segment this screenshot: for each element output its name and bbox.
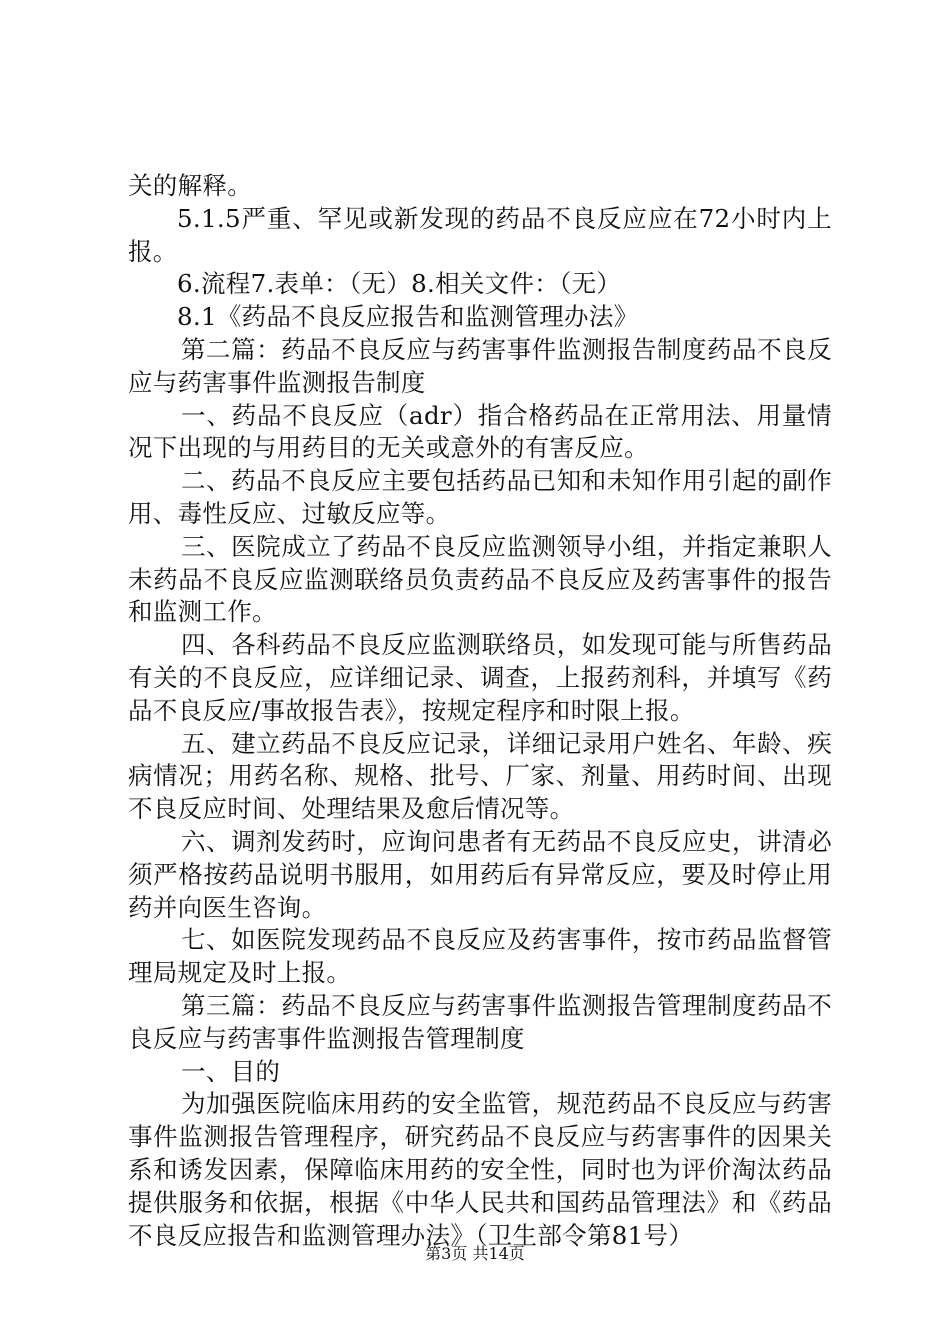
paragraph-clause-5-1-5: 5.1.5严重、罕见或新发现的药品不良反应应在72小时内上报。 — [128, 203, 832, 266]
paragraph-item-1: 一、药品不良反应（adr）指合格药品在正常用法、用量情况下出现的与用药目的无关或意外的有害反应。 — [128, 400, 832, 463]
paragraph-sections-6-8: 6.流程7.表单：（无）8.相关文件：（无） — [177, 269, 622, 299]
heading-part-three: 第三篇：药品不良反应与药害事件监测报告管理制度药品不良反应与药害事件监测报告管理制度 — [128, 990, 832, 1053]
paragraph-item-3: 三、医院成立了药品不良反应监测领导小组，并指定兼职人未药品不良反应监测联络员负责药品不良反应及药害事件的报告和监测工作。 — [128, 531, 832, 627]
paragraph-clause-8-1: 8.1《药品不良反应报告和监测管理办法》 — [177, 302, 639, 332]
paragraph-item-2: 二、药品不良反应主要包括药品已知和未知作用引起的副作用、毒性反应、过敏反应等。 — [128, 466, 832, 528]
document-body — [128, 170, 832, 1252]
page-number-footer: 第3页 共14页 — [425, 1244, 525, 1263]
paragraph-item-6: 六、调剂发药时，应询问患者有无药品不良反应史，讲清必须严格按药品说明书服用，如用药后有异常反应，要及时停止用药并向医生咨询。 — [128, 826, 832, 922]
paragraph-purpose-body: 为加强医院临床用药的安全监管，规范药品不良反应与药害事件监测报告管理程序，研究药品不良反应与药害事件的因果关系和诱发因素，保障临床用药的安全性，同时也为评价淘汰药品提供服务和依据，根据《中华人民共和国药品管理法》和《药品不良反应报告和监测管理办法》（卫生部令第81号） — [128, 1089, 832, 1250]
paragraph-item-4: 四、各科药品不良反应监测联络员，如发现可能与所售药品有关的不良反应，应详细记录、调查，上报药剂科，并填写《药品不良反应/事故报告表》，按规定程序和时限上报。 — [128, 630, 832, 725]
section-heading-purpose: 一、目的 — [181, 1056, 281, 1086]
paragraph-item-5: 五、建立药品不良反应记录，详细记录用户姓名、年龄、疾病情况；用药名称、规格、批号、厂家、剂量、用药时间、出现不良反应时间、处理结果及愈后情况等。 — [128, 728, 832, 824]
paragraph-item-7: 七、如医院发现药品不良反应及药害事件，按市药品监督管理局规定及时上报。 — [128, 925, 832, 988]
paragraph-continuation: 关的解释。 — [128, 171, 252, 200]
heading-part-two: 第二篇：药品不良反应与药害事件监测报告制度药品不良反应与药害事件监测报告制度 — [128, 334, 832, 397]
